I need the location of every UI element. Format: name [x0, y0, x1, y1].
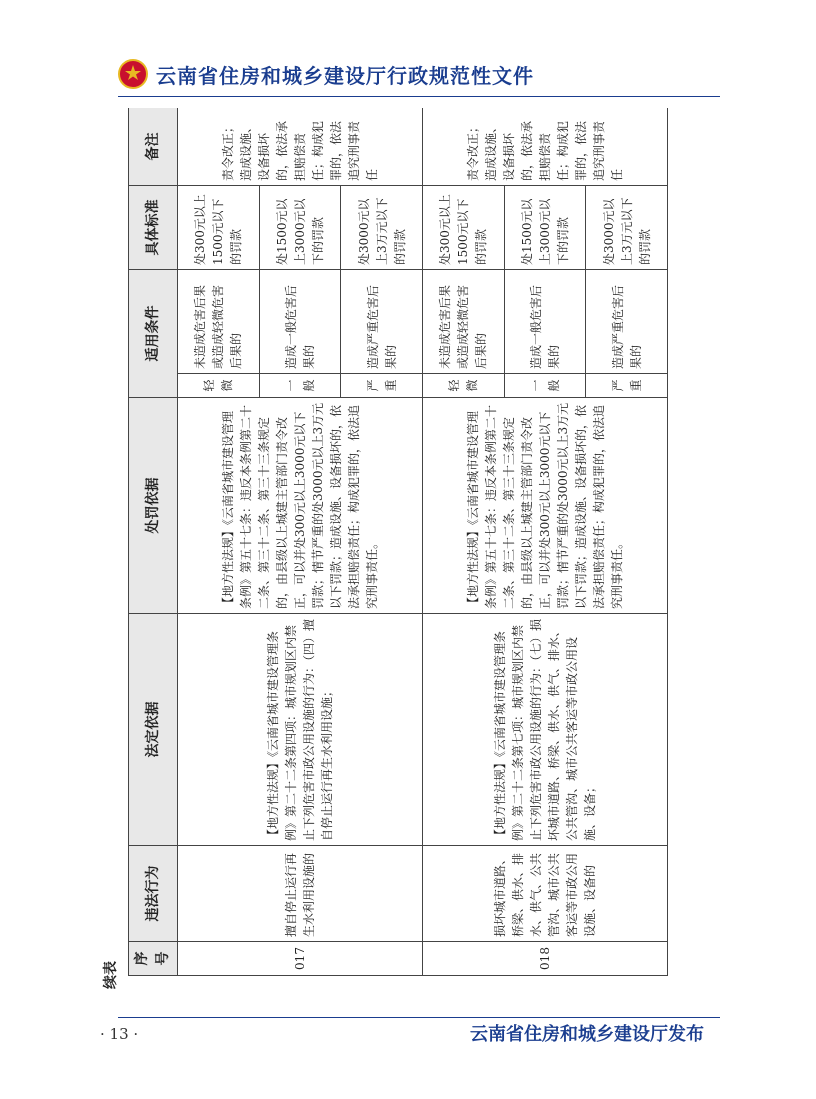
header-legal-basis: 法定依据: [129, 614, 178, 846]
severity-cell: 严重: [341, 374, 423, 398]
footer-divider: [118, 1017, 720, 1018]
continued-label: 续表: [103, 961, 119, 989]
header-act: 违法行为: [129, 846, 178, 942]
legal-basis-cell: 【地方性法规】《云南省城市建设管理条例》第二十二条第四项：城市规划区内禁止下列危害市政公用设施的行为：（四）擅自停止运行再生水利用设施；: [178, 614, 423, 846]
note-cell: 责令改正；造成设施、设备损坏的，依法承担赔偿责任；构成犯罪的，依法追究刑事责任: [178, 108, 423, 186]
table-rotation-wrapper: [128, 108, 668, 976]
standard-cell: 处1500元以上3000元以下的罚款: [504, 186, 586, 270]
condition-cell: 造成一般危害后果的: [504, 270, 586, 374]
header-seq: 序号: [129, 942, 178, 976]
condition-cell: 造成严重危害后果的: [341, 270, 423, 374]
penalty-basis-cell: 【地方性法规】《云南省城市建设管理条例》第五十七条：违反本条例第二十二条、第三十二条、第三十三条规定的，由县级以上城建主管部门责令改正，可以并处300元以上3000元以下罚款；情节严重的处3000元以上3万元以下罚款；造成设施、设备损坏的，依法承担赔偿责任；构成犯罪的，依法追究刑事责任。: [422, 398, 667, 614]
act-cell: 损坏城市道路、桥梁、供水、排水、供气、公共管沟、城市公共客运等市政公用设施、设备的: [422, 846, 667, 942]
header-penalty-basis: 处罚依据: [129, 398, 178, 614]
table-row: [178, 108, 260, 976]
rotated-table-frame: [128, 108, 668, 976]
condition-cell: 未造成危害后果或造成轻微危害后果的: [422, 270, 504, 374]
condition-cell: 未造成危害后果或造成轻微危害后果的: [178, 270, 260, 374]
severity-cell: 一般: [504, 374, 586, 398]
header-note: 备注: [129, 108, 178, 186]
penalty-basis-cell: 【地方性法规】《云南省城市建设管理条例》第五十七条：违反本条例第二十二条、第三十二条、第三十三条规定的，由县级以上城建主管部门责令改正，可以并处300元以上3000元以下罚款；情节严重的处3000元以上3万元以下罚款；造成设施、设备损坏的，依法承担赔偿责任；构成犯罪的，依法追究刑事责任。: [178, 398, 423, 614]
legal-basis-cell: 【地方性法规】《云南省城市建设管理条例》第二十二条第七项：城市规划区内禁止下列危害市政公用设施的行为：（七）损坏城市道路、桥梁、供水、供气、排水、公共管沟、城市公共客运等市政公用设施、设备；: [422, 614, 667, 846]
header-condition: 适用条件: [129, 270, 178, 398]
table-header-row: [129, 108, 178, 976]
header-standard: 具体标准: [129, 186, 178, 270]
act-cell: 擅自停止运行再生水利用设施的: [178, 846, 423, 942]
standard-cell: 处1500元以上3000元以下的罚款: [259, 186, 341, 270]
condition-cell: 造成一般危害后果的: [259, 270, 341, 374]
seq-cell: 017: [178, 942, 423, 976]
publisher-label: 云南省住房和城乡建设厅发布: [470, 1024, 704, 1045]
severity-cell: 严重: [586, 374, 668, 398]
national-emblem-icon: [118, 59, 148, 89]
standard-cell: 处3000元以上3万元以下的罚款: [341, 186, 423, 270]
table-row: [422, 108, 504, 976]
condition-cell: 造成严重危害后果的: [586, 270, 668, 374]
note-cell: 责令改正；造成设施、设备损坏的，依法承担赔偿责任；构成犯罪的，依法追究刑事责任: [422, 108, 667, 186]
seq-cell: 018: [422, 942, 667, 976]
severity-cell: 一般: [259, 374, 341, 398]
document-series-title: 云南省住房和城乡建设厅行政规范性文件: [156, 63, 534, 88]
standard-cell: 处3000元以上3万元以下的罚款: [586, 186, 668, 270]
severity-cell: 轻微: [178, 374, 260, 398]
penalty-standard-table: [128, 108, 668, 976]
header-divider: [118, 96, 720, 97]
standard-cell: 处300元以上1500元以下的罚款: [422, 186, 504, 270]
severity-cell: 轻微: [422, 374, 504, 398]
standard-cell: 处300元以上1500元以下的罚款: [178, 186, 260, 270]
page-number: · 13 ·: [100, 1025, 139, 1043]
page-header: [118, 54, 534, 94]
